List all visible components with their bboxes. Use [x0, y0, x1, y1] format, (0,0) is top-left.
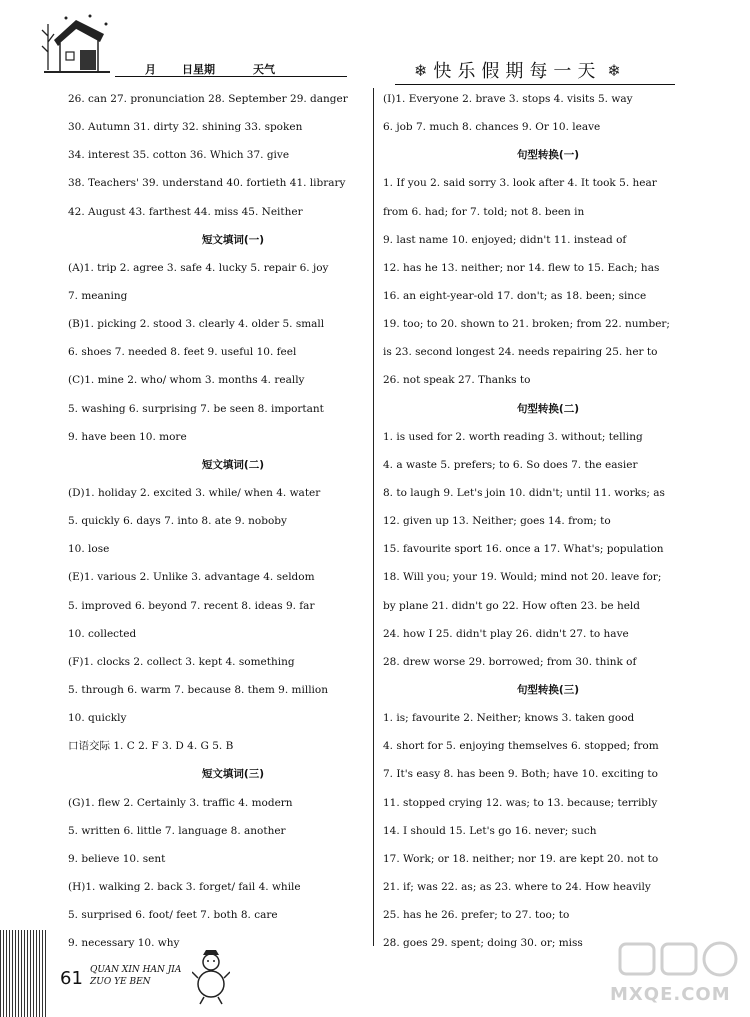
answer-line: (D)1. holiday 2. excited 3. while/ when 4. water [68, 486, 321, 499]
answer-line: 4. a waste 5. prefers; to 6. So does 7. the easier [383, 458, 638, 471]
section-title: 句型转换(三) [516, 683, 580, 696]
snowflake-icon: ❄ [607, 60, 621, 80]
section-title: 短文填词(三) [201, 768, 265, 781]
answer-line: 10. quickly [68, 712, 127, 725]
answer-line: 18. Will you; your 19. Would; mind not 20. leave for; [383, 571, 662, 584]
answer-line: 5. quickly 6. days 7. into 8. ate 9. noboby [68, 515, 287, 528]
answer-column-right [383, 85, 713, 957]
page-header [0, 0, 750, 90]
answer-line: by plane 21. didn't go 22. How often 23. be held [383, 599, 641, 612]
answer-line: 15. favourite sport 16. once a 17. What's; population [383, 543, 664, 556]
section-title: 短文填词(二) [201, 458, 265, 471]
answer-line: 5. written 6. little 7. language 8. another [68, 824, 286, 837]
snowflake-icon: ❄ [414, 60, 428, 80]
answer-line: 9. last name 10. enjoyed; didn't 11. instead of [383, 233, 627, 246]
answer-line: 28. drew worse 29. borrowed; from 30. think of [383, 655, 637, 668]
answer-line: 9. believe 10. sent [68, 852, 166, 865]
answer-line: 12. has he 13. neither; nor 14. flew to 15. Each; has [383, 261, 660, 274]
answer-line: 26. not speak 27. Thanks to [383, 374, 531, 387]
answer-line: (G)1. flew 2. Certainly 3. traffic 4. modern [68, 796, 293, 809]
answer-line: 5. surprised 6. foot/ feet 7. both 8. care [68, 909, 278, 922]
answer-line: 25. has he 26. prefer; to 27. too; to [383, 909, 570, 922]
answer-line: 7. It's easy 8. has been 9. Both; have 10. exciting to [383, 768, 658, 781]
answer-line: 5. improved 6. beyond 7. recent 8. ideas 9. far [68, 599, 315, 612]
answer-line: 42. August 43. farthest 44. miss 45. Neither [68, 205, 303, 218]
answer-column-left [68, 85, 398, 957]
house-icon [40, 12, 112, 80]
date-label-day: 日 [182, 63, 193, 76]
answer-line: 12. given up 13. Neither; goes 14. from; to [383, 515, 611, 528]
answer-line: is 23. second longest 24. needs repairing 25. her to [383, 346, 658, 359]
series-name [90, 964, 181, 988]
answer-line: 1. is used for 2. worth reading 3. without; telling [383, 430, 643, 443]
answer-line: 6. job 7. much 8. chances 9. Or 10. leave [383, 121, 601, 134]
date-label-weekday: 星期 [193, 63, 215, 76]
answer-line: 4. short for 5. enjoying themselves 6. stopped; from [383, 740, 659, 753]
answer-line: 1. If you 2. said sorry 3. look after 4. It took 5. hear [383, 177, 657, 190]
answer-line: 9. have been 10. more [68, 430, 187, 443]
answer-line: (H)1. walking 2. back 3. forget/ fail 4. while [68, 880, 301, 893]
snowman-icon [192, 948, 230, 1006]
answer-line: 26. can 27. pronunciation 28. September 29. danger [68, 93, 348, 105]
answer-line: 14. I should 15. Let's go 16. never; such [383, 824, 597, 837]
answer-line: (B)1. picking 2. stood 3. clearly 4. older 5. small [68, 318, 325, 331]
answer-line: 口语交际 1. C 2. F 3. D 4. G 5. B [68, 740, 234, 753]
answer-line: 6. shoes 7. needed 8. feet 9. useful 10. feel [68, 346, 297, 359]
answer-line: (I)1. Everyone 2. brave 3. stops 4. visits 5. way [383, 93, 633, 105]
answer-line: 11. stopped crying 12. was; to 13. because; terribly [383, 796, 658, 809]
answer-line: 7. meaning [68, 289, 128, 302]
date-underline [115, 76, 347, 77]
watermark-text: MXQE.COM [610, 984, 731, 1005]
section-title: 短文填词(一) [201, 233, 265, 246]
motto-text: 快乐假期每一天 [433, 61, 602, 82]
date-weather-line [115, 59, 347, 77]
watermark [610, 940, 745, 1010]
page-footer [0, 930, 750, 1017]
answer-line: 38. Teachers' 39. understand 40. fortieth 41. library [68, 177, 346, 190]
answer-line: 16. an eight-year-old 17. don't; as 18. been; since [383, 289, 647, 302]
answer-line: 17. Work; or 18. neither; nor 19. are kept 20. not to [383, 852, 659, 865]
answer-line: (A)1. trip 2. agree 3. safe 4. lucky 5. repair 6. joy [68, 261, 329, 274]
answer-line: 5. through 6. warm 7. because 8. them 9. million [68, 683, 328, 696]
answer-line: 34. interest 35. cotton 36. Which 37. give [68, 149, 290, 162]
date-label-month: 月 [145, 63, 156, 76]
answer-line: 10. lose [68, 543, 110, 556]
series-name-line1: QUAN XIN HAN JIA [90, 965, 182, 975]
section-title: 句型转换(二) [516, 402, 580, 415]
answer-line: 10. collected [68, 627, 137, 640]
page-number: 61 [60, 968, 83, 989]
answer-line: 30. Autumn 31. dirty 32. shining 33. spoken [68, 121, 303, 134]
date-label-weather: 天气 [253, 63, 275, 76]
answer-line: 24. how I 25. didn't play 26. didn't 27. to have [383, 627, 629, 640]
answer-line: (F)1. clocks 2. collect 3. kept 4. something [68, 655, 295, 668]
answer-line: 21. if; was 22. as; as 23. where to 24. How heavily [383, 880, 651, 893]
series-name-line2: ZUO YE BEN [90, 977, 151, 987]
answer-line: 1. is; favourite 2. Neither; knows 3. taken good [383, 712, 635, 725]
answer-line: (C)1. mine 2. who/ whom 3. months 4. really [68, 374, 305, 387]
answer-line: from 6. had; for 7. told; not 8. been in [383, 205, 585, 218]
decorative-stripes [0, 930, 48, 1017]
motto-banner [408, 56, 658, 84]
answer-line: 8. to laugh 9. Let's join 10. didn't; until 11. works; as [383, 486, 665, 499]
answer-line: 9. necessary 10. why [68, 937, 180, 950]
answer-line: (E)1. various 2. Unlike 3. advantage 4. seldom [68, 571, 315, 584]
section-title: 句型转换(一) [516, 149, 580, 162]
answer-line: 19. too; to 20. shown to 21. broken; from 22. number; [383, 318, 670, 331]
answer-line: 5. washing 6. surprising 7. be seen 8. important [68, 402, 324, 415]
answer-line: 28. goes 29. spent; doing 30. or; miss [383, 937, 583, 950]
